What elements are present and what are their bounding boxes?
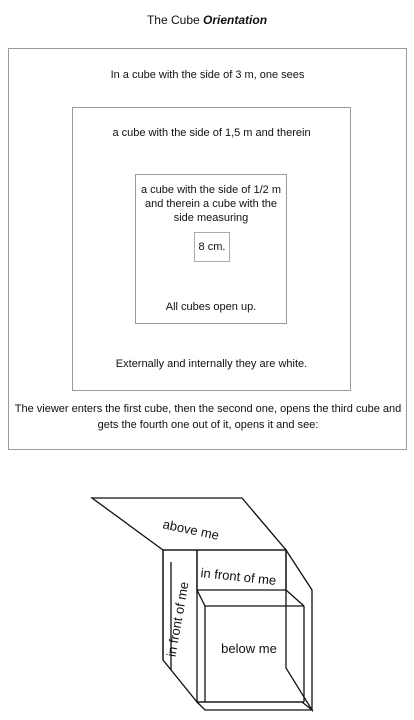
title-prefix: The Cube [146, 13, 204, 27]
cube-bottom-edge [197, 702, 312, 710]
label-in-front-of-me: in front of me [199, 565, 277, 588]
inner-cube-text: 8 cm. [198, 241, 226, 253]
page-title [0, 13, 414, 27]
third-cube-text: a cube with the side of 1/2 m and therein a cube with the side measuring [140, 184, 282, 224]
label-above-me: above me [161, 516, 221, 543]
outer-cube-text: In a cube with the side of 3 m, one sees [110, 69, 305, 81]
title-emphasis: Orientation [203, 13, 268, 27]
open-cube-drawing [0, 470, 414, 720]
viewer-text: The viewer enters the first cube, then the second one, opens the third cube and gets the fourth one out of it, opens it and see: [14, 403, 402, 431]
label-side-in-front-of-me: in front of me [163, 580, 192, 658]
label-below-me: below me [221, 641, 277, 656]
white-text: Externally and internally they are white. [115, 358, 308, 370]
cube-right-panel [286, 550, 312, 710]
second-cube-text: a cube with the side of 1,5 m and therein [112, 127, 311, 139]
open-text: All cubes open up. [165, 301, 257, 313]
